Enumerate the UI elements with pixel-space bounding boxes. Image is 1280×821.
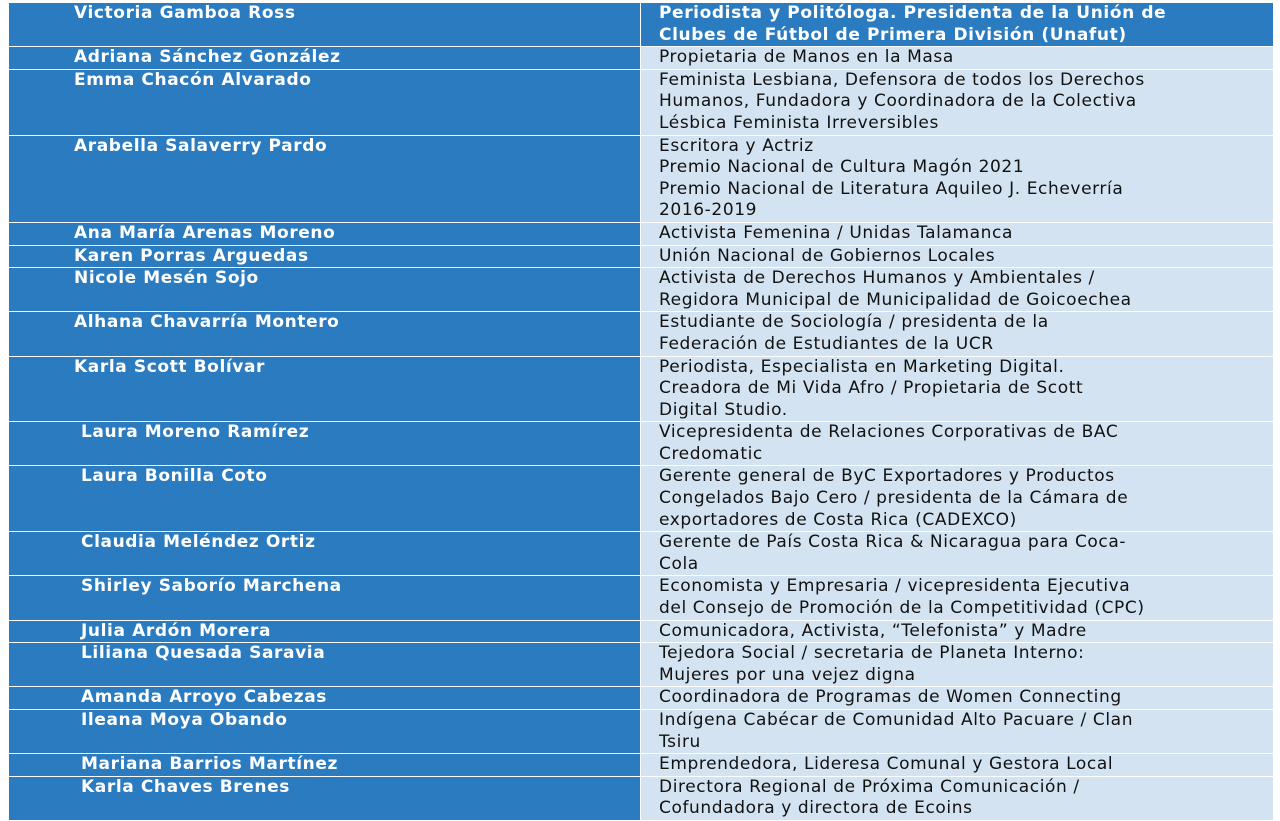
description-line: Regidora Municipal de Municipalidad de Goicoechea <box>659 289 1132 310</box>
person-description-cell <box>641 576 1274 620</box>
person-name: Laura Bonilla Coto <box>81 466 268 487</box>
person-description-cell <box>641 422 1274 466</box>
person-name: Julia Ardón Morera <box>81 620 272 641</box>
description-line: Feminista Lesbiana, Defensora de todos los Derechos <box>659 69 1145 90</box>
description-line: Economista y Empresaria / vicepresidenta Ejecutiva <box>659 576 1131 597</box>
table-row <box>9 532 1274 576</box>
description-line: Humanos, Fundadora y Coordinadora de la Colectiva <box>659 91 1137 112</box>
description-line: Congelados Bajo Cero / presidenta de la Cámara de <box>659 488 1129 509</box>
description-line: Vicepresidenta de Relaciones Corporativas de BAC <box>659 422 1119 443</box>
table-row <box>9 312 1274 356</box>
person-description-cell <box>641 47 1274 70</box>
person-name-cell <box>9 710 641 754</box>
person-description-cell <box>641 3 1274 47</box>
person-name-cell <box>9 576 641 620</box>
person-name-cell <box>9 776 641 820</box>
description-line: 2016-2019 <box>659 200 758 221</box>
person-name: Nicole Mesén Sojo <box>74 268 259 289</box>
person-name: Laura Moreno Ramírez <box>81 422 310 443</box>
table-row <box>9 466 1274 532</box>
person-name: Karla Scott Bolívar <box>74 356 266 377</box>
person-name: Ileana Moya Obando <box>81 710 288 730</box>
person-description-cell <box>641 268 1274 312</box>
description-line: Emprendedora, Lideresa Comunal y Gestora Local <box>659 754 1114 775</box>
description-line: Cofundadora y directora de Ecoins <box>659 798 973 819</box>
person-description-cell <box>641 620 1274 643</box>
description-line: Propietaria de Manos en la Masa <box>659 47 954 68</box>
person-name: Ana María Arenas Moreno <box>74 222 336 243</box>
table-row <box>9 69 1274 135</box>
person-name-cell <box>9 135 641 222</box>
description-line: Estudiante de Sociología / presidenta de la <box>659 312 1049 333</box>
person-description-cell <box>641 776 1274 820</box>
table-row <box>9 643 1274 687</box>
description-line: Federación de Estudiantes de la UCR <box>659 333 994 354</box>
table-row <box>9 422 1274 466</box>
table-row <box>9 135 1274 222</box>
person-description-cell <box>641 710 1274 754</box>
person-name-cell <box>9 356 641 422</box>
person-name-cell <box>9 754 641 777</box>
table-row <box>9 620 1274 643</box>
person-name-cell <box>9 643 641 687</box>
description-line: Mujeres por una vejez digna <box>659 664 916 685</box>
person-name-cell <box>9 312 641 356</box>
description-line: Gerente general de ByC Exportadores y Productos <box>659 466 1115 487</box>
description-line: Tejedora Social / secretaria de Planeta Interno: <box>659 643 1085 664</box>
person-description-cell <box>641 135 1274 222</box>
description-line: Escritora y Actriz <box>659 135 814 156</box>
table-row <box>9 222 1274 245</box>
people-table-body <box>9 3 1274 821</box>
table-row <box>9 3 1274 47</box>
person-name: Karla Chaves Brenes <box>81 776 290 797</box>
person-name-cell <box>9 222 641 245</box>
person-description-cell <box>641 643 1274 687</box>
person-name: Claudia Meléndez Ortiz <box>81 532 316 553</box>
description-line: Premio Nacional de Cultura Magón 2021 <box>659 157 1025 178</box>
person-description-cell <box>641 754 1274 777</box>
description-line: Activista de Derechos Humanos y Ambientales / <box>659 268 1095 289</box>
person-description-cell <box>641 532 1274 576</box>
people-table <box>8 2 1274 821</box>
person-name-cell <box>9 687 641 710</box>
person-name-cell <box>9 47 641 70</box>
description-line: Creadora de Mi Vida Afro / Propietaria de Scott <box>659 378 1084 399</box>
person-name-cell <box>9 532 641 576</box>
person-name: Arabella Salaverry Pardo <box>74 135 328 156</box>
description-line: Periodista y Politóloga. Presidenta de la Unión de <box>659 3 1167 23</box>
person-name: Adriana Sánchez González <box>74 47 341 68</box>
description-line: Digital Studio. <box>659 399 788 420</box>
table-row <box>9 47 1274 70</box>
table-row <box>9 268 1274 312</box>
person-name-cell <box>9 466 641 532</box>
description-line: Gerente de País Costa Rica & Nicaragua para Coca- <box>659 532 1127 553</box>
table-row <box>9 245 1274 268</box>
person-description-cell <box>641 222 1274 245</box>
table-row <box>9 776 1274 820</box>
description-line: Tsiru <box>659 731 701 752</box>
description-line: del Consejo de Promoción de la Competitividad (CPC) <box>659 598 1145 619</box>
person-name: Mariana Barrios Martínez <box>81 754 338 775</box>
person-name-cell <box>9 245 641 268</box>
person-name: Emma Chacón Alvarado <box>74 69 312 90</box>
person-name-cell <box>9 422 641 466</box>
table-row <box>9 576 1274 620</box>
person-name: Karen Porras Arguedas <box>74 245 309 266</box>
table-row <box>9 687 1274 710</box>
person-description-cell <box>641 312 1274 356</box>
person-name-cell <box>9 69 641 135</box>
description-line: Cola <box>659 553 699 574</box>
person-description-cell <box>641 687 1274 710</box>
table-row <box>9 356 1274 422</box>
description-line: Indígena Cabécar de Comunidad Alto Pacuare / Clan <box>659 710 1134 730</box>
person-name-cell <box>9 268 641 312</box>
person-name: Victoria Gamboa Ross <box>74 3 296 23</box>
person-description-cell <box>641 69 1274 135</box>
person-name: Shirley Saborío Marchena <box>81 576 342 597</box>
person-name-cell <box>9 620 641 643</box>
description-line: Activista Femenina / Unidas Talamanca <box>659 222 1013 243</box>
person-name: Liliana Quesada Saravia <box>81 643 326 664</box>
table-row <box>9 754 1274 777</box>
person-description-cell <box>641 466 1274 532</box>
description-line: Credomatic <box>659 443 763 464</box>
description-line: Unión Nacional de Gobiernos Locales <box>659 245 996 266</box>
person-name-cell <box>9 3 641 47</box>
description-line: exportadores de Costa Rica (CADEXCO) <box>659 509 1017 530</box>
person-description-cell <box>641 245 1274 268</box>
person-name: Amanda Arroyo Cabezas <box>81 687 328 708</box>
description-line: Periodista, Especialista en Marketing Digital. <box>659 356 1065 377</box>
description-line: Directora Regional de Próxima Comunicación / <box>659 776 1080 797</box>
person-description-cell <box>641 356 1274 422</box>
description-line: Premio Nacional de Literatura Aquileo J. Echeverría <box>659 178 1124 199</box>
description-line: Comunicadora, Activista, “Telefonista” y Madre <box>659 620 1087 641</box>
description-line: Clubes de Fútbol de Primera División (Unafut) <box>659 24 1127 45</box>
person-name: Alhana Chavarría Montero <box>74 312 340 333</box>
table-row <box>9 710 1274 754</box>
description-line: Coordinadora de Programas de Women Connecting <box>659 687 1122 708</box>
description-line: Lésbica Feminista Irreversibles <box>659 112 939 133</box>
